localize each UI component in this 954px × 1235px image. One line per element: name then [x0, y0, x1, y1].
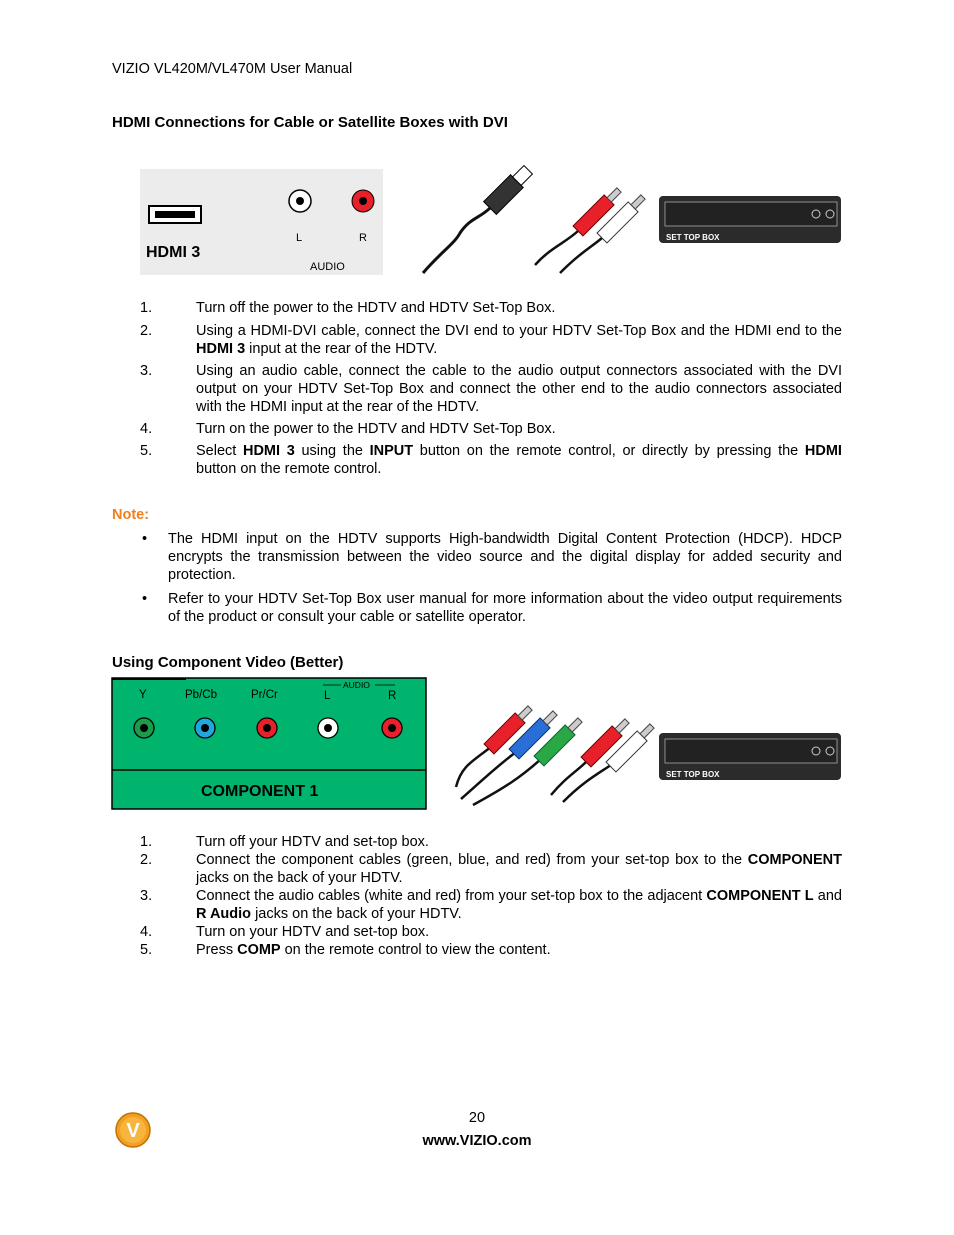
- component-cable-icon: [456, 747, 491, 787]
- pr-label: Pr/Cr: [251, 689, 278, 701]
- footer-url: www.VIZIO.com: [422, 1133, 532, 1149]
- list-item-number: 1.: [140, 300, 153, 316]
- list-item-text: Press: [196, 942, 238, 958]
- list-item-text: Connect the component cables (green, blue, and red) from your set-top box to the: [196, 852, 748, 868]
- page-number: 20: [468, 1110, 486, 1126]
- component-l-label: L: [324, 690, 331, 702]
- list-item-text: Turn off your HDTV and set-top box.: [196, 834, 429, 850]
- y-label: Y: [139, 689, 147, 701]
- list-item-text: R Audio: [196, 906, 252, 922]
- list-item-number: 2.: [140, 323, 153, 339]
- list-item-text: HDMI: [804, 443, 842, 459]
- list-item-text: Using a HDMI-DVI cable, connect the DVI end to your HDTV Set-Top Box and the HDMI end to the: [196, 323, 842, 339]
- rca-cable-icon: [535, 231, 578, 265]
- hdmi-port-label: HDMI 3: [146, 244, 201, 261]
- section-heading-component: Using Component Video (Better): [112, 654, 344, 671]
- list-item-text: COMP: [237, 942, 281, 958]
- note-bullet-text: The HDMI input on the HDTV supports High-bandwidth Digital Content Protection (HDCP). HDCP encrypts the transmission between the video source and the digital display for added security and protection.: [168, 531, 842, 583]
- page-header: VIZIO VL420M/VL470M User Manual: [112, 61, 353, 77]
- list-item-text: and: [813, 888, 842, 904]
- list-item-number: 3.: [140, 363, 153, 379]
- list-item-number: 5.: [140, 443, 153, 459]
- list-item-text: using the: [294, 443, 370, 459]
- hdmi-steps-list: [112, 299, 842, 478]
- note-label: Note:: [112, 507, 150, 523]
- list-item: [112, 923, 842, 941]
- list-item-text: jacks on the back of your HDTV.: [196, 870, 403, 886]
- list-item-text: Using an audio cable, connect the cable to the audio output connectors associated with the DVI output on your HDTV Set-Top Box and connect the other end to the audio connectors associated with the HDMI input at the rear of the HDTV.: [196, 363, 842, 415]
- set-top-box-label-2: SET TOP BOX: [666, 770, 720, 779]
- list-item: [112, 322, 842, 358]
- pb-label: Pb/Cb: [185, 689, 217, 701]
- list-item-text: HDMI 3: [242, 443, 295, 459]
- note-bullets: [112, 530, 842, 632]
- list-item: [112, 442, 842, 478]
- component-panel-title: COMPONENT 1: [201, 783, 319, 800]
- list-item: [112, 887, 842, 923]
- component-steps-list: [112, 833, 842, 959]
- vizio-logo-letter: V: [126, 1120, 140, 1142]
- list-item-text: HDMI 3: [196, 341, 246, 357]
- audio-label: AUDIO: [310, 261, 345, 273]
- list-item-text: INPUT: [369, 443, 414, 459]
- list-item-number: 5.: [140, 942, 153, 958]
- audio-r-label: R: [359, 232, 367, 244]
- list-item: [112, 362, 842, 416]
- list-item-number: 4.: [140, 924, 153, 940]
- component-connection-diagram: [111, 677, 846, 812]
- list-item-text: Connect the audio cables (white and red) from your set-top box to the adjacent: [196, 888, 707, 904]
- set-top-box-label: SET TOP BOX: [666, 233, 720, 242]
- list-item-number: 2.: [140, 852, 153, 868]
- audio-rca-cable-icon: [551, 762, 586, 795]
- list-item: [112, 420, 842, 438]
- list-item: [112, 851, 842, 887]
- hdmi-connection-diagram: [140, 163, 845, 278]
- list-item-text: input at the rear of the HDTV.: [245, 341, 438, 357]
- section-heading-hdmi: HDMI Connections for Cable or Satellite Boxes with DVI: [112, 114, 508, 131]
- list-item-text: button on the remote control, or directly by pressing the: [413, 443, 805, 459]
- note-bullet: [112, 530, 842, 584]
- audio-l-label: L: [296, 232, 303, 244]
- list-item-text: button on the remote control.: [196, 461, 382, 477]
- component-audio-label: AUDIO: [343, 680, 370, 690]
- list-item-text: Turn on your HDTV and set-top box.: [196, 924, 430, 940]
- list-item-text: COMPONENT L: [706, 888, 814, 904]
- bullet-icon: •: [142, 531, 148, 547]
- list-item-text: jacks on the back of your HDTV.: [251, 906, 462, 922]
- list-item: [112, 941, 842, 959]
- bullet-icon: •: [142, 591, 148, 607]
- list-item-number: 3.: [140, 888, 153, 904]
- list-item-text: Turn off the power to the HDTV and HDTV Set-Top Box.: [196, 300, 556, 316]
- list-item-text: Select: [196, 443, 243, 459]
- hdmi-cable-icon: [423, 208, 490, 273]
- list-item-text: on the remote control to view the content.: [280, 942, 551, 958]
- list-item: [112, 833, 842, 851]
- list-item-text: COMPONENT: [747, 852, 842, 868]
- list-item-number: 4.: [140, 421, 153, 437]
- list-item-number: 1.: [140, 834, 153, 850]
- list-item-text: Turn on the power to the HDTV and HDTV Set-Top Box.: [196, 421, 556, 437]
- note-bullet-text: Refer to your HDTV Set-Top Box user manual for more information about the video output requirements of the product or consult your cable or satellite operator.: [168, 591, 842, 625]
- note-bullet: [112, 590, 842, 626]
- component-r-label: R: [388, 690, 397, 702]
- list-item: [112, 299, 842, 317]
